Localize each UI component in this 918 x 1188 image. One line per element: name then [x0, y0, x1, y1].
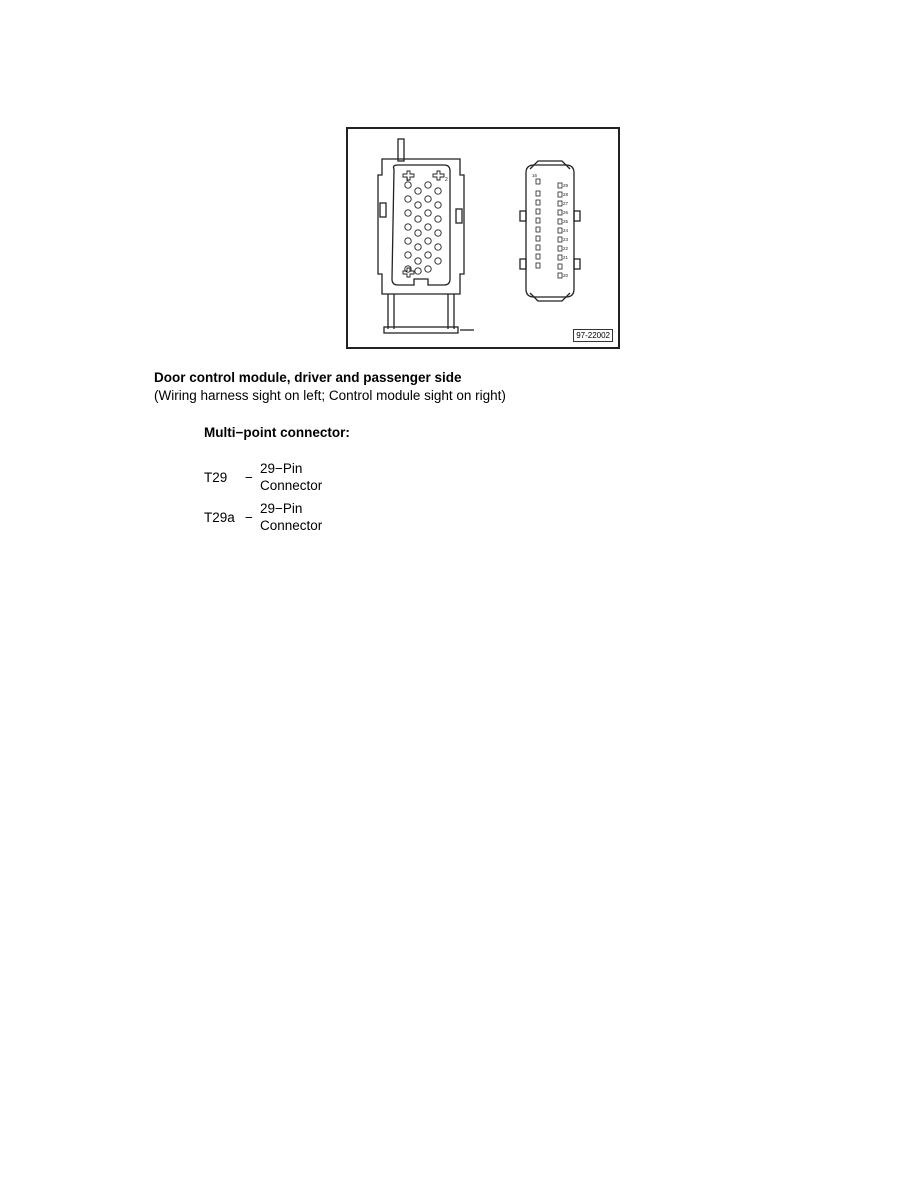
- connector-description: [260, 460, 380, 494]
- module-pin-label-21: 21: [563, 255, 569, 260]
- harness-pin-label-2: 2: [445, 177, 448, 183]
- module-pin-label-25: 25: [563, 219, 569, 224]
- connector-code: T29: [204, 470, 228, 485]
- connector-dash: −: [245, 510, 253, 525]
- connector-description-line2: Connector: [260, 518, 323, 533]
- module-pin-label-26: 26: [563, 210, 569, 215]
- module-pin-label-29: 29: [563, 183, 569, 188]
- harness-side-connector: [378, 139, 474, 333]
- module-side-connector: [520, 161, 580, 301]
- connector-description: [260, 500, 380, 534]
- connector-description-line1: 29−Pin: [260, 501, 303, 516]
- module-pin-label-22: 22: [563, 246, 569, 251]
- page-subheading: (Wiring harness sight on left; Control module sight on right): [154, 388, 506, 403]
- module-pin-label-24: 24: [563, 228, 569, 233]
- module-pin-label-23: 23: [563, 237, 569, 242]
- module-pin-label-16: 16: [532, 173, 538, 178]
- module-pin-label-20: 20: [563, 273, 569, 278]
- connector-description-line1: 29−Pin: [260, 461, 303, 476]
- connector-diagram: [348, 129, 618, 347]
- section-title: Multi−point connector:: [204, 425, 350, 440]
- harness-pin-array: [403, 171, 444, 277]
- connector-code: T29a: [204, 510, 235, 525]
- module-pin-label-27: 27: [563, 201, 569, 206]
- connector-dash: −: [245, 470, 253, 485]
- figure-id-label: 97-22002: [573, 329, 613, 342]
- connector-description-line2: Connector: [260, 478, 323, 493]
- module-pin-label-28: 28: [563, 192, 569, 197]
- module-pin-array: [536, 179, 562, 278]
- connector-figure: [346, 127, 620, 349]
- harness-pin-label-1: 1: [406, 177, 409, 183]
- page-heading: Door control module, driver and passenger side: [154, 370, 462, 385]
